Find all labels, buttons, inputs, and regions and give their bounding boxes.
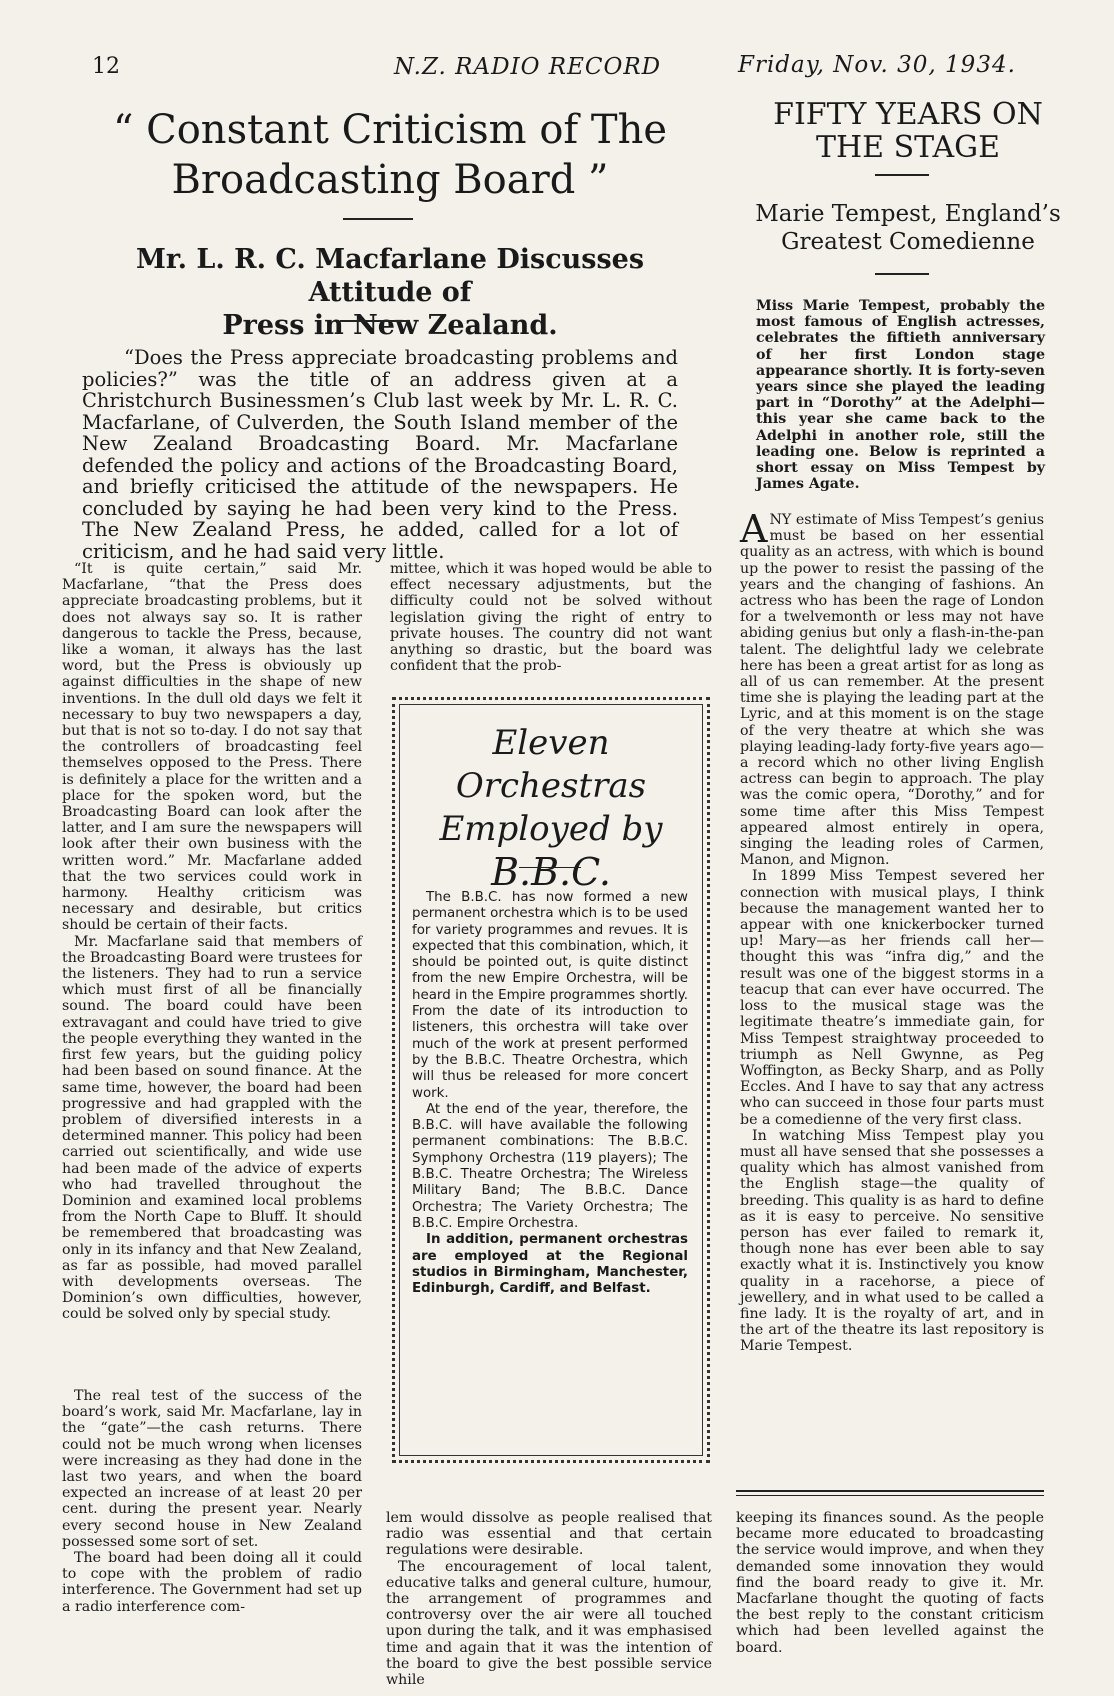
paragraph: In addition, permanent orchestras are employed at the Regional studios in Birmingham, Manchester, Edinburgh, Cardiff, and Belfast.: [412, 1232, 688, 1297]
subheadline-divider: [340, 320, 410, 322]
box-headline: [395, 722, 707, 894]
main-headline: [80, 105, 700, 205]
paragraph-text: NY estimate of Miss Tempest’s genius must be based on her essential quality as an actress, with which is bound up the power to resist the passing of the years and the changing of fashions. An actress who has been the rage of London for a twelvemonth or less may not have abiding genius but only a flash-in-the-pan talent. The delightful lady we celebrate here has been a great artist for as long as all of us can remember. At the present time she is playing the leading part at the Lyric, and at this moment is on the stage of the very theatre at which she was playing leading-lady forty-five years ago—a record which no other living English actress can begin to approach. The play was the comic opera, “Dorothy,” and for some time after this Miss Tempest appeared almost entirely in opera, singing the leading roles of Carmen, Manon, and Mignon.: [740, 512, 1044, 869]
paragraph: “It is quite certain,” said Mr. Macfarlane, “that the Press does appreciate broadcasting problems, but it does not always say so. It is rather dangerous to tackle the Press, because, like a woman, it always has the last word, but the Press is obviously up against difficulties in the shape of new inventions. In the dull old days we felt it necessary to buy two newspapers a day, but that is not so to-day. I do not say that the controllers of broadcasting feel themselves opposed to the Press. There is definitely a place for the written and a place for the spoken word, but the Broadcasting Board can look after the latter, and I am sure the newspapers will look after their own business with the written word.” Mr. Macfarlane added that the two services could work in harmony. Healthy criticism was necessary and desirable, but critics should be certain of their facts.: [62, 561, 362, 934]
paragraph: In 1899 Miss Tempest severed her connection with musical plays, I think because the management wanted her to appear with one knickerbocker turned up! Mary—as her friends call her—thought this was “infra dig,” and the result was one of the biggest storms in a teacup that can ever have occurred. The loss to the musical stage was the legitimate theatre’s immediate gain, for Miss Tempest straightway proceeded to triumph as Nell Gwynne, as Peg Woffington, as Becky Sharp, and as Polly Eccles. And I have to say that any actress who can succeed in those four parts must be a comedienne of the very first class.: [740, 868, 1044, 1128]
right-subheadline-line2: Greatest Comedienne: [781, 229, 1035, 255]
paragraph: In watching Miss Tempest play you must all have sensed that she possesses a quality which has almost vanished from the English stage—the quality of breeding. This quality is as hard to define as it is easy to perceive. No sensitive person has ever failed to remark it, though none has ever been able to say exactly what it is. Instinctively you know quality in a racehorse, a piece of jewellery, and in what used to be called a fine lady. It is the royalty of art, and in the art of the theatre its last repository is Marie Tempest.: [740, 1127, 1044, 1355]
box-divider: [519, 867, 581, 868]
paragraph: mittee, which it was hoped would be able to effect necessary adjustments, but the difficulty could not be solved without legislation giving the right of entry to private houses. The country did not want anything so drastic, but the board was confident that the prob-: [390, 561, 712, 675]
column-3-divider: [736, 1490, 1044, 1496]
box-headline-line1: Eleven Orchestras: [455, 723, 647, 806]
right-article-body: [740, 507, 1044, 1355]
right-headline-divider: [875, 174, 929, 176]
paragraph: The board had been doing all it could to cope with the problem of radio interference. The Government had set up a radio interference com-: [62, 1550, 362, 1615]
paragraph: lem would dissolve as people realised that radio was essential and that certain regulations were desirable.: [386, 1510, 712, 1559]
main-article-column-1-continued: [62, 1388, 362, 1615]
main-subheadline-line2: Press in New Zealand.: [222, 310, 558, 341]
paragraph: Mr. Macfarlane said that members of the Broadcasting Board were trustees for the listeners. They had to run a service which must first of all be financially sound. The board could have been extravagant and could have tried to give the people everything they wanted in the first few years, but the guiding policy had been based on sound finance. At the same time, however, the board had been progressive and had grappled with the problem of diversified interests in a determined manner. This policy had been carried out scientifically, and wide use had been made of the advice of experts who had travelled throughout the Dominion and examined local problems from the North Cape to Bluff. It should be remembered that broadcasting was only in its infancy and that New Zealand, as far as possible, had moved parallel with developments overseas. The Dominion’s own difficulties, however, could be solved only by special study.: [62, 933, 362, 1323]
right-headline: [728, 98, 1088, 164]
issue-date: Friday, Nov. 30, 1934.: [738, 52, 1016, 78]
main-subheadline-line1: Mr. L. R. C. Macfarlane Discusses Attitude of: [135, 244, 645, 308]
right-article-intro: Miss Marie Tempest, probably the most famous of English actresses, celebrates the fiftieth anniversary of her first London stage appearance shortly. It is forty-seven years since she played the leading part in “Dorothy” at the Adelphi—this year she came back to the Adelphi in another role, still the leading one. Below is reprinted a short essay on Miss Tempest by James Agate.: [756, 298, 1045, 493]
main-article-column-2-bottom: [386, 1510, 712, 1688]
paragraph: The encouragement of local talent, educative talks and general culture, humour, the arrangement of programmes and controversy over the air were all touched upon during the talk, and it was emphasised time and again that it was the intention of the board to give the best possible service while: [386, 1558, 712, 1689]
right-subheadline: [728, 200, 1088, 256]
paragraph: keeping its finances sound. As the people became more educated to broadcasting the service would improve, and when they demanded some innovation they would find the board ready to give it. Mr. Macfarlane thought the quoting of facts the best reply to the constant criticism which had been levelled against the board.: [736, 1510, 1044, 1656]
box-article-body: [412, 890, 688, 1297]
right-subheadline-line1: Marie Tempest, England’s: [755, 201, 1061, 227]
publication-name: N.Z. RADIO RECORD: [394, 54, 662, 80]
main-headline-line2: Broadcasting Board ”: [171, 157, 609, 203]
headline-divider: [343, 218, 413, 220]
main-article-intro: “Does the Press appreciate broadcasting problems and policies?” was the title of an address given at a Christchurch Businessmen’s Club last week by Mr. L. R. C. Macfarlane, of Culverden, the South Island member of the New Zealand Broadcasting Board. Mr. Macfarlane defended the policy and actions of the Broadcasting Board, and briefly criticised the attitude of the newspapers. He concluded by saying he had been very kind to the Press. The New Zealand Press, he added, called for a lot of criticism, and he had said very little.: [82, 346, 678, 563]
box-headline-line2: Employed by: [439, 809, 663, 849]
main-headline-line1: “ Constant Criticism of The: [112, 107, 668, 153]
drop-cap: A: [740, 507, 768, 551]
main-article-column-1: [62, 561, 362, 1323]
page-number: 12: [92, 54, 120, 79]
paragraph: The B.B.C. has now formed a new permanent orchestra which is to be used for variety programmes and revues. It is expected that this combination, which, it should be pointed out, is quite distinct from the new Empire Orchestra, will be heard in the Empire programmes shortly. From the date of its introduction to listeners, this orchestra will take over much of the work at present performed by the B.B.C. Theatre Orchestra, which will thus be released for more concert work.: [412, 890, 688, 1101]
paragraph: At the end of the year, therefore, the B.B.C. will have available the following permanent combinations: The B.B.C. Symphony Orchestra (119 players); The B.B.C. Theatre Orchestra; The Wireless Military Band; The B.B.C. Dance Orchestra; The Variety Orchestra; The B.B.C. Empire Orchestra.: [412, 1101, 688, 1231]
box-headline-line3: B.B.C.: [491, 850, 611, 894]
main-article-column-3-bottom: [736, 1510, 1044, 1656]
main-article-column-2-top: [390, 561, 712, 674]
right-headline-line2: THE STAGE: [815, 130, 1001, 165]
paragraph: The real test of the success of the board’s work, said Mr. Macfarlane, lay in the “gate”—the cash returns. There could not be much wrong when licenses were increasing as they had done in the last two years, and when the board expected an increase of at least 20 per cent. during the present year. Nearly every second house in New Zealand possessed some sort of set.: [62, 1388, 362, 1550]
main-subheadline: [70, 243, 710, 342]
paragraph: [740, 507, 1044, 869]
right-subheadline-divider: [875, 273, 929, 275]
right-headline-line1: FIFTY YEARS ON: [773, 97, 1043, 132]
